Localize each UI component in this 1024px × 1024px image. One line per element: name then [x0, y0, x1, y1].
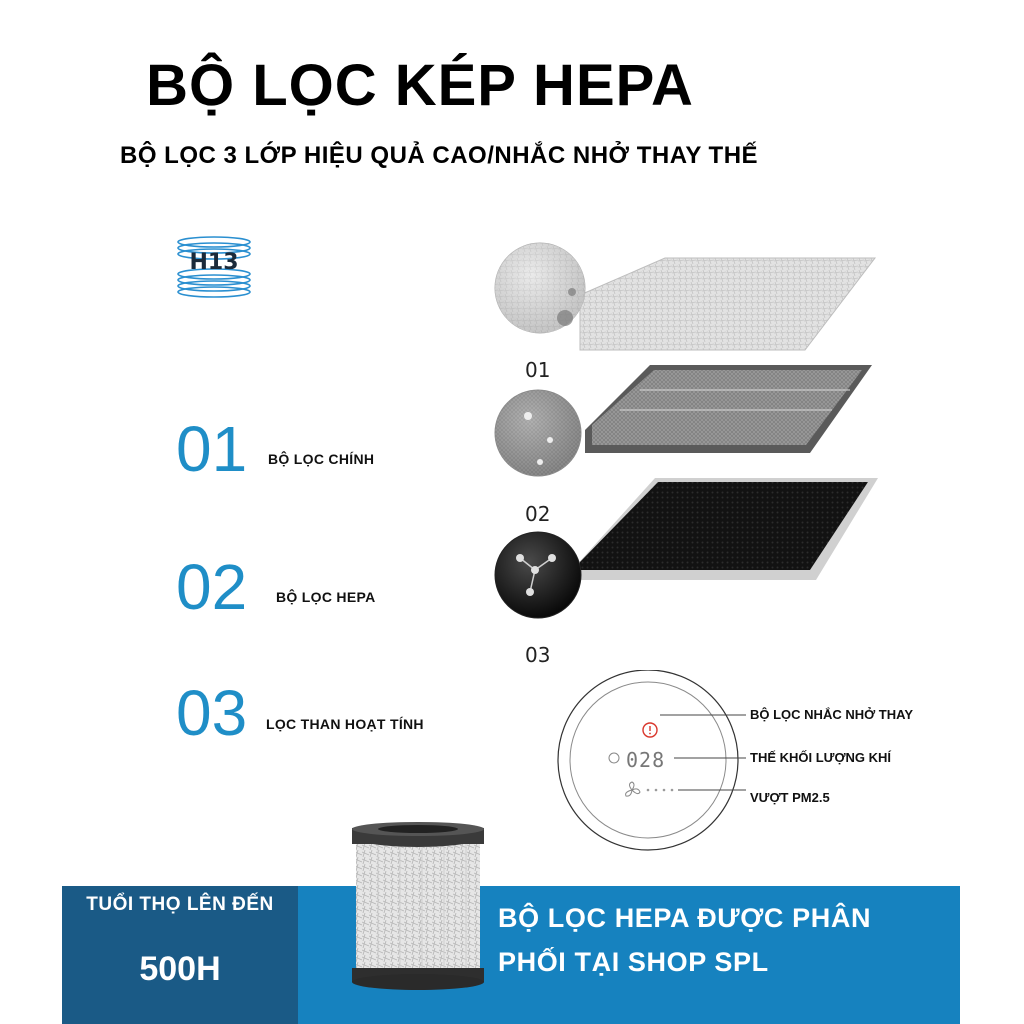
lifespan-value: 500H: [139, 950, 221, 988]
distribution-text-line1: BỘ LỌC HEPA ĐƯỢC PHÂN: [498, 903, 872, 933]
callout-pm25: VƯỢT PM2.5: [750, 790, 830, 805]
lifespan-label: TUỔI THỌ LÊN ĐẾN: [86, 894, 274, 915]
callout-filter-reminder: BỘ LỌC NHẮC NHỞ THAY: [750, 707, 914, 722]
h13-badge: [172, 234, 256, 298]
distribution-text-line2: PHỐI TẠI SHOP SPL: [498, 947, 769, 977]
layer-number-1: 01: [176, 413, 248, 485]
air-quality-display: 028: [626, 748, 666, 772]
h13-label: H13: [189, 250, 239, 275]
layer-label-1: BỘ LỌC CHÍNH: [268, 451, 375, 467]
layer-label-3: LỌC THAN HOẠT TÍNH: [266, 716, 424, 732]
filter-layers-illustration: [480, 240, 900, 660]
sheet-number-2: 02: [525, 502, 551, 526]
filter-sheet-1: [495, 243, 875, 350]
callout-air-volume: THẾ KHỐI LƯỢNG KHÍ: [750, 750, 892, 765]
layer-number-3: 03: [176, 677, 248, 749]
sheet-number-3: 03: [525, 643, 551, 667]
filter-cartridge-image: [348, 822, 488, 992]
page-title: BỘ LỌC KÉP HEPA: [146, 53, 694, 118]
sheet-number-1: 01: [525, 358, 551, 382]
page-subtitle: BỘ LỌC 3 LỚP HIỆU QUẢ CAO/NHẮC NHỞ THAY THẾ: [120, 142, 759, 169]
layer-number-2: 02: [176, 551, 248, 623]
layer-label-2: BỘ LỌC HEPA: [276, 589, 376, 605]
filter-sheet-3: [495, 478, 878, 618]
filter-sheet-2: [495, 365, 872, 476]
